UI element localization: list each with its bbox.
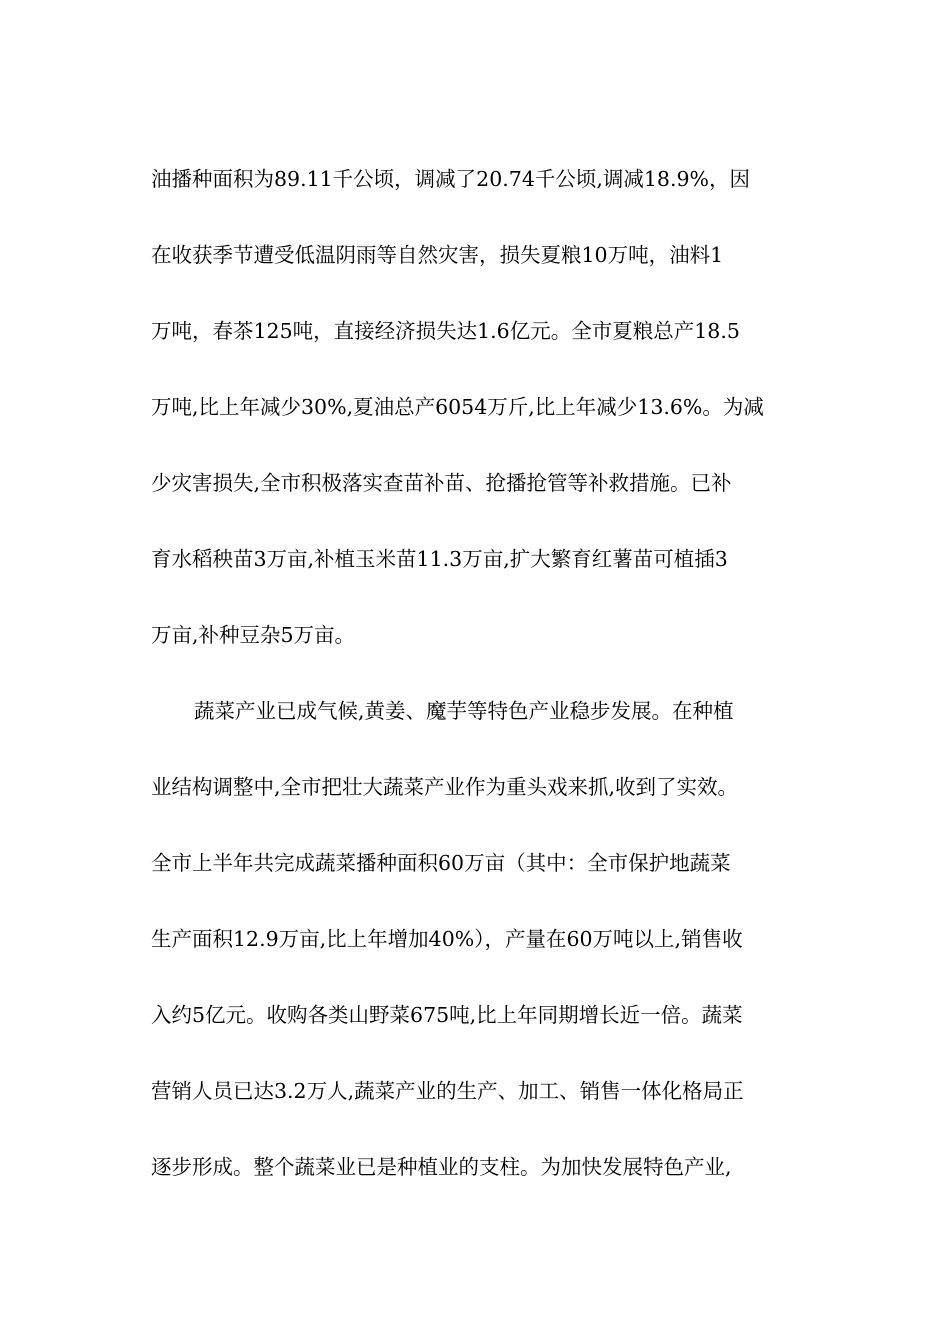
text-line: 业结构调整中,全市把壮大蔬菜产业作为重头戏来抓,收到了实效。 bbox=[151, 775, 739, 799]
paragraph-2 bbox=[151, 692, 801, 1186]
document-body bbox=[151, 160, 801, 1224]
text-line: 万吨,比上年减少30%,夏油总产6054万斤,比上年减少13.6%。为减 bbox=[151, 395, 764, 419]
text-line: 生产面积12.9万亩,比上年增加40%），产量在60万吨以上,销售收 bbox=[151, 927, 743, 951]
text-line: 逐步形成。整个蔬菜业已是种植业的支柱。为加快发展特色产业, bbox=[151, 1155, 732, 1179]
text-line: 万亩,补种豆杂5万亩。 bbox=[151, 623, 356, 647]
text-line: 油播种面积为89.11千公顷，调减了20.74千公顷,调减18.9%，因 bbox=[151, 167, 751, 191]
text-line: 育水稻秧苗3万亩,补植玉米苗11.3万亩,扩大繁育红薯苗可植插3 bbox=[151, 547, 728, 571]
text-line: 蔬菜产业已成气候,黄姜、魔芋等特色产业稳步发展。在种植 bbox=[194, 699, 734, 723]
text-line: 全市上半年共完成蔬菜播种面积60万亩（其中：全市保护地蔬菜 bbox=[151, 851, 731, 875]
paragraph-1 bbox=[151, 160, 801, 654]
text-line: 万吨，春茶125吨，直接经济损失达1.6亿元。全市夏粮总产18.5 bbox=[151, 319, 740, 343]
text-line: 少灾害损失,全市积极落实查苗补苗、抢播抢管等补救措施。已补 bbox=[151, 471, 732, 495]
text-line: 在收获季节遭受低温阴雨等自然灾害，损失夏粮10万吨，油料1 bbox=[151, 243, 724, 267]
text-line: 营销人员已达3.2万人,蔬菜产业的生产、加工、销售一体化格局正 bbox=[151, 1079, 744, 1103]
text-line: 入约5亿元。收购各类山野菜675吨,比上年同期增长近一倍。蔬菜 bbox=[151, 1003, 743, 1027]
